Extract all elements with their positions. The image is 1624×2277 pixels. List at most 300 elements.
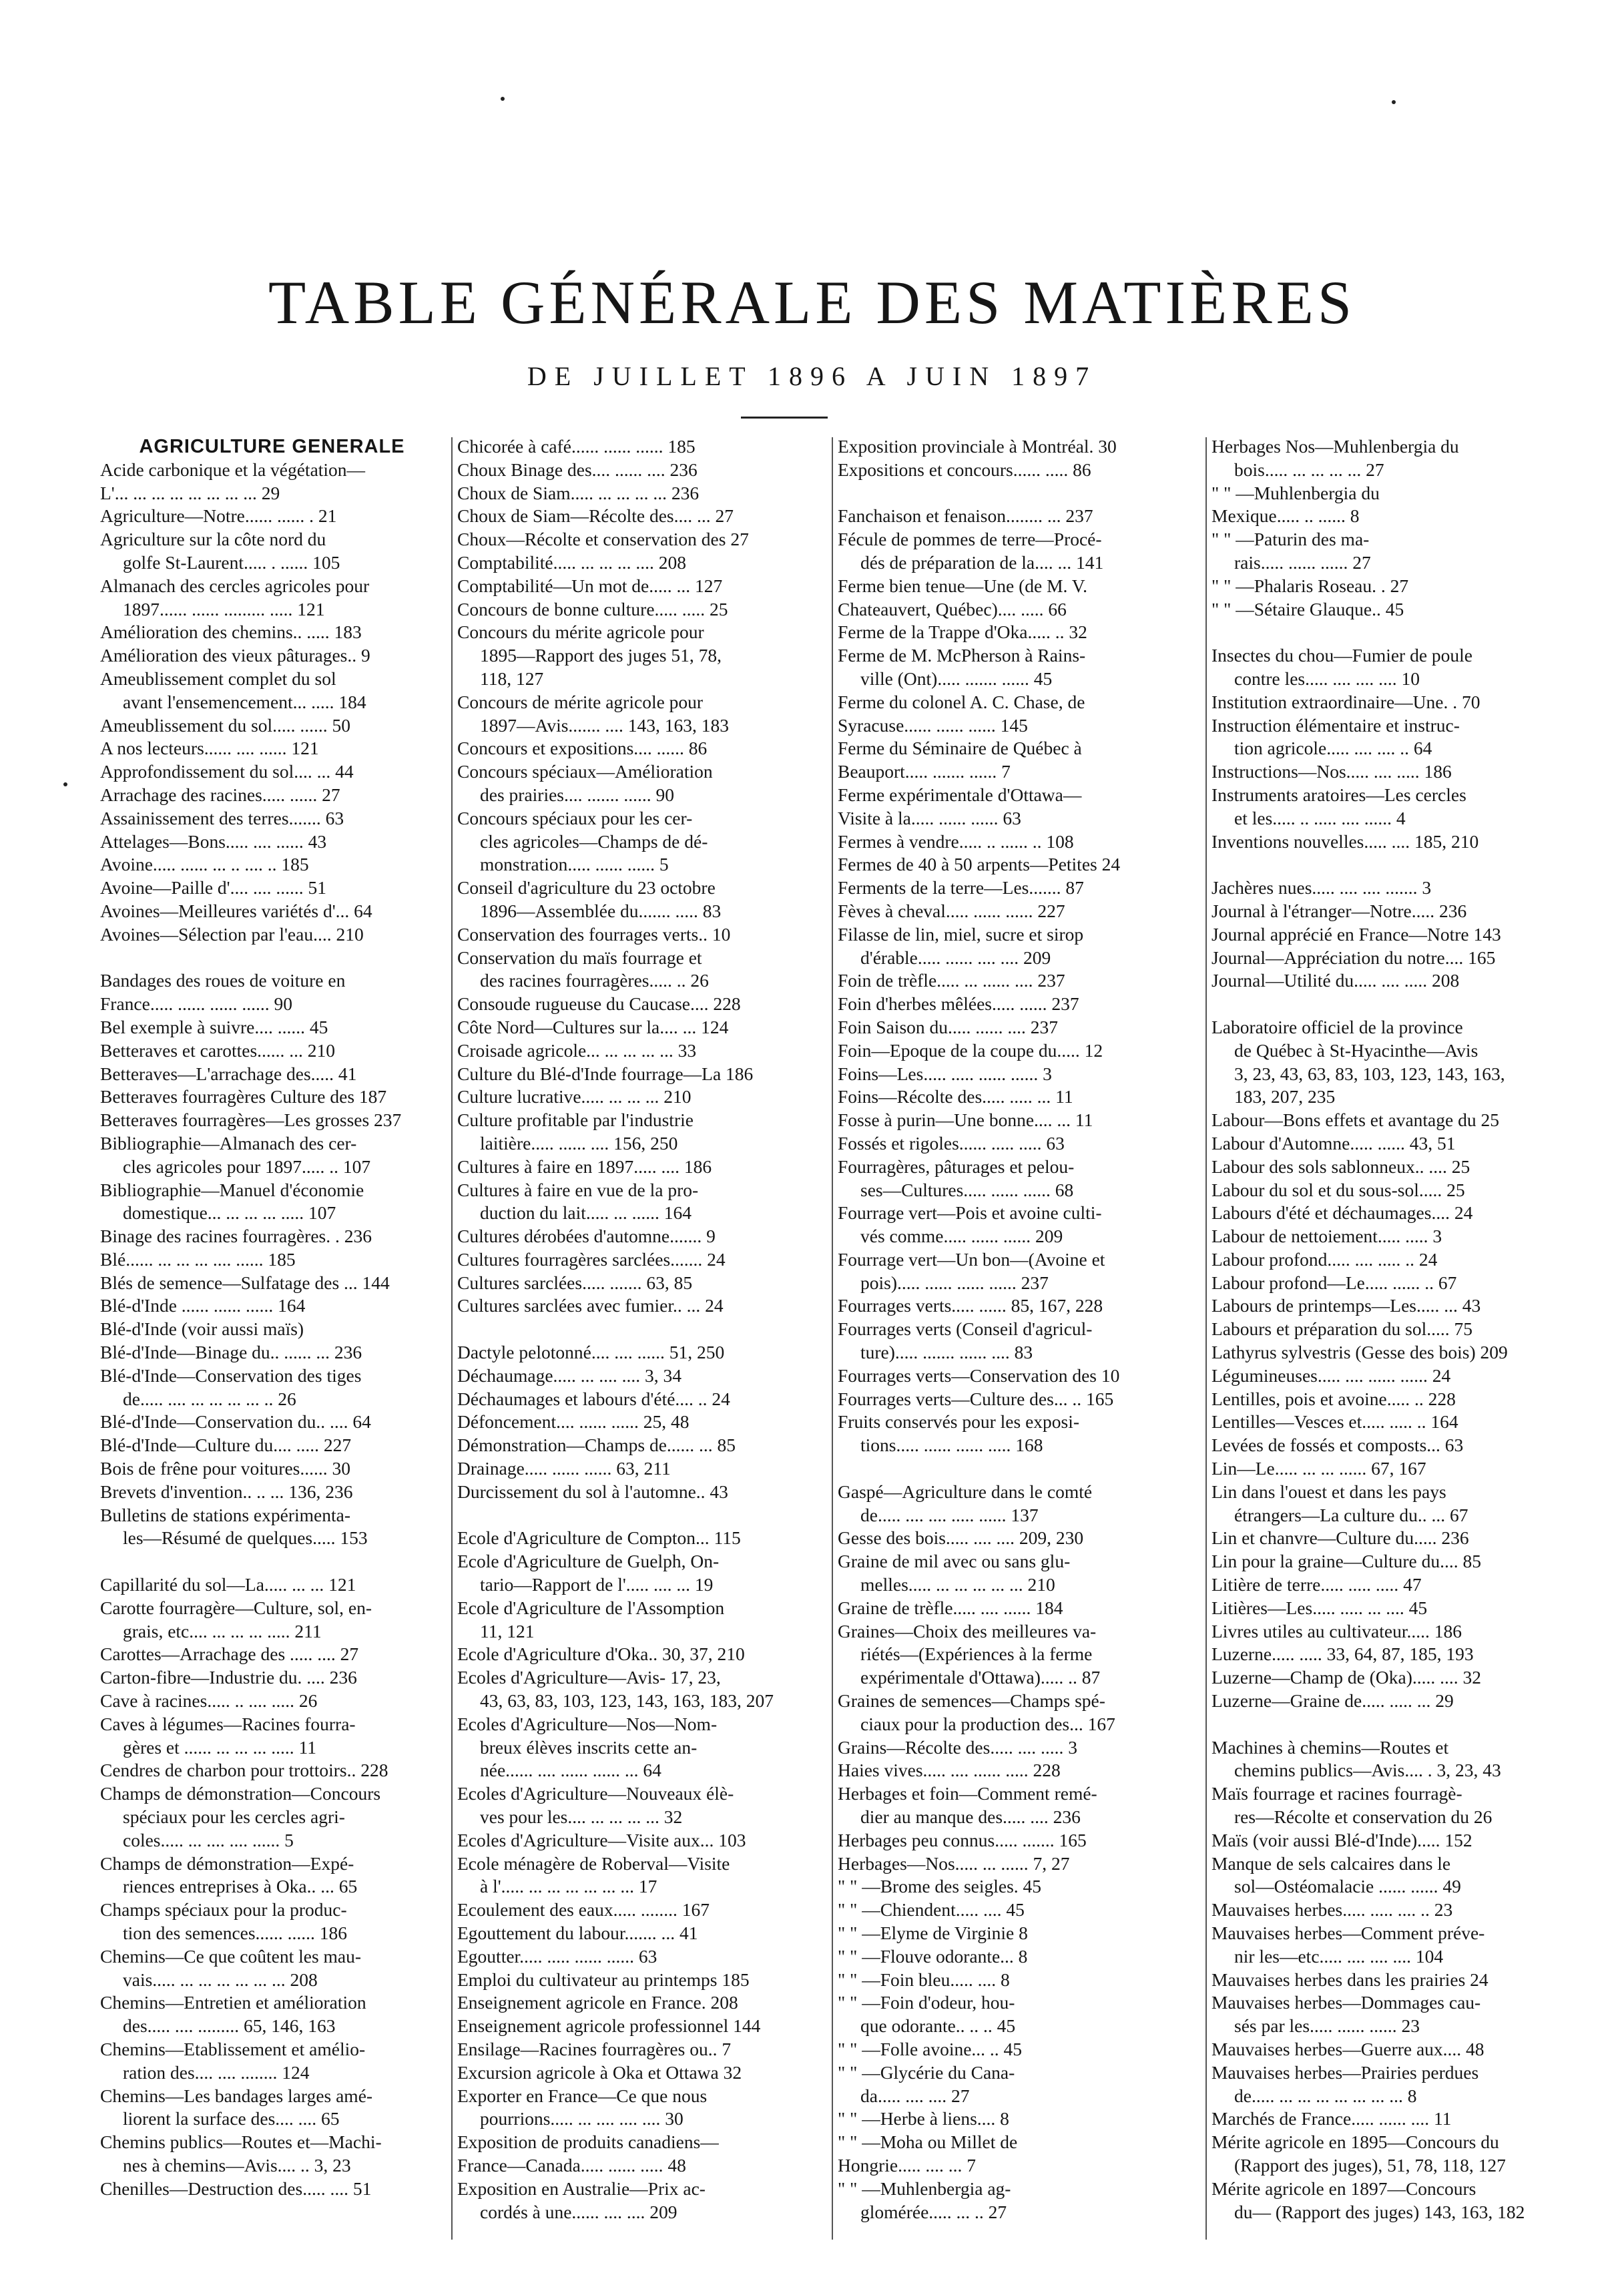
index-entry: née...... .... ...... ...... ... 64 [480,1760,661,1781]
index-entry: et les..... .. ..... .... ...... 4 [1234,807,1406,828]
index-entry: domestique... ... ... ... ..... 107 [123,1202,336,1224]
index-entry: Concours spéciaux pour les cer- [457,807,693,828]
index-entry: Instructions—Nos..... .... ..... 186 [1211,761,1452,782]
index-entry: " " —Brome des seigles. 45 [838,1876,1042,1897]
index-entry: Haies vives..... .... ...... ..... 228 [838,1760,1061,1781]
index-entry: " " —Foin bleu..... .... 8 [838,1969,1010,1990]
index-entry: Drainage..... ...... ...... 63, 211 [457,1458,671,1479]
index-entry: Egoutter..... ..... ...... ...... 63 [457,1945,657,1967]
index-entry: Ameublissement du sol..... ...... 50 [100,714,351,736]
index-entry: Cultures à faire en vue de la pro- [457,1179,699,1200]
index-entry: Carton-fibre—Industrie du. .... 236 [100,1667,357,1688]
index-entry: ses—Cultures..... ...... ...... 68 [860,1179,1074,1200]
index-entry: Blé-d'Inde (voir aussi maïs) [100,1318,304,1340]
index-entry: Ecoles d'Agriculture—Avis- 17, 23, [457,1667,721,1688]
index-entry: Betteraves fourragères Culture des 187 [100,1086,387,1107]
index-entry: Acide carbonique et la végétation— [100,459,366,480]
index-entry: Fourragères, pâturages et pelou- [838,1156,1075,1177]
index-entry: Foins—Les..... ..... ...... ...... 3 [838,1063,1052,1084]
index-entry: Démonstration—Champs de...... ... 85 [457,1435,736,1456]
page-title: TABLE GÉNÉRALE DES MATIÈRES [268,268,1356,336]
index-entry: Labour profond..... .... ..... .. 24 [1211,1248,1438,1270]
index-entry: Journal à l'étranger—Notre..... 236 [1211,900,1467,921]
index-entry: Mérite agricole en 1895—Concours du [1211,2131,1499,2153]
index-entry: breux élèves inscrits cette an- [480,1736,698,1758]
index-entry: Enseignement agricole en France. 208 [457,1992,738,2013]
index-column-3 [838,435,1201,2244]
index-entry: Instruction élémentaire et instruc- [1211,714,1460,736]
index-entry: Chicorée à café...... ...... ...... 185 [457,436,696,457]
index-entry: vais..... ... ... ... ... ... ... 208 [123,1969,318,1990]
index-entry: Mauvaises herbes—Prairies perdues [1211,2061,1479,2083]
index-entry: Chateauvert, Québec).... ..... 66 [838,598,1067,619]
index-entry: Fourrage vert—Un bon—(Avoine et [838,1248,1105,1270]
index-entry: Durcissement du sol à l'automne.. 43 [457,1481,728,1502]
index-entry: 43, 63, 83, 103, 123, 143, 163, 183, 207 [480,1690,774,1712]
index-entry: Exposition en Australie—Prix ac- [457,2178,706,2199]
column-divider [451,437,453,2240]
index-entry: Champs de démonstration—Concours [100,1783,381,1804]
index-entry: tario—Rapport de l'..... .... ... 19 [480,1574,714,1595]
index-entry: Luzerne—Graine de..... ..... ... 29 [1211,1690,1454,1712]
index-entry: Carotte fourragère—Culture, sol, en- [100,1597,372,1618]
print-speck [1392,100,1396,104]
index-entry: Journal—Appréciation du notre.... 165 [1211,947,1496,968]
index-entry: golfe St-Laurent..... . ...... 105 [123,551,340,573]
index-entry: Avoine—Paille d'.... .... ...... 51 [100,877,326,899]
index-entry: cordés à une...... .... .... 209 [480,2201,678,2222]
index-entry: Lin dans l'ouest et dans les pays [1211,1481,1446,1502]
index-entry: France..... ...... ...... ...... 90 [100,993,292,1015]
index-entry: sés par les..... ...... ...... 23 [1234,2015,1420,2037]
index-entry: Fermes à vendre..... .. ...... .. 108 [838,830,1074,852]
index-entry: Foin—Epoque de la coupe du..... 12 [838,1039,1103,1061]
index-entry: Cultures sarclées..... ....... 63, 85 [457,1272,693,1293]
index-entry: Betteraves et carottes...... ... 210 [100,1039,336,1061]
index-entry: des prairies.... ....... ...... 90 [480,784,674,805]
index-entry: Syracuse...... ...... ...... 145 [838,714,1028,736]
index-entry: Labour de nettoiement..... ..... 3 [1211,1226,1442,1247]
index-entry: Ecoles d'Agriculture—Visite aux... 103 [457,1829,746,1850]
index-entry: res—Récolte et conservation du 26 [1234,1806,1493,1828]
index-entry: Déchaumage..... ... .... .... 3, 34 [457,1364,682,1386]
index-entry: Bibliographie—Almanach des cer- [100,1132,357,1154]
index-entry: Cendres de charbon pour trottoirs.. 228 [100,1760,388,1781]
index-entry: Ferme du Séminaire de Québec à [838,738,1082,759]
index-entry: Mauvaises herbes—Guerre aux.... 48 [1211,2038,1484,2059]
section-gap [1211,621,1545,644]
index-entry: Herbages—Nos..... ... ...... 7, 27 [838,1852,1070,1874]
index-entry: d'érable..... ...... .... .... 209 [860,947,1051,968]
index-entry: Conservation du maïs fourrage et [457,947,702,968]
index-entry: de..... .... ... ... ... ... .. 26 [123,1388,296,1409]
index-entry: Hongrie..... .... ... 7 [838,2154,976,2176]
index-entry: cles agricoles—Champs de dé- [480,830,708,852]
index-entry: Labour des sols sablonneux.. .... 25 [1211,1156,1470,1177]
index-entry: Herbages peu connus..... ....... 165 [838,1829,1087,1850]
index-entry: Fèves à cheval..... ...... ...... 227 [838,900,1065,921]
index-entry: Comptabilité—Un mot de..... ... 127 [457,575,723,596]
index-entry: Lentilles—Vesces et..... ..... .. 164 [1211,1411,1458,1433]
index-entry: Graine de mil avec ou sans glu- [838,1551,1071,1572]
index-entry: sol—Ostéomalacie ...... ...... 49 [1234,1876,1461,1897]
index-entry: Arrachage des racines..... ...... 27 [100,784,340,805]
index-entry: Fourrages verts (Conseil d'agricul- [838,1318,1093,1340]
index-entry: Graines—Choix des meilleures va- [838,1620,1097,1641]
index-entry: Blés de semence—Sulfatage des ... 144 [100,1272,390,1293]
index-entry: " " —Muhlenbergia du [1211,482,1380,503]
index-entry: Fécule de pommes de terre—Procé- [838,529,1102,550]
index-entry: des..... .... ......... 65, 146, 163 [123,2015,336,2037]
index-entry: Ferme expérimentale d'Ottawa— [838,784,1082,805]
index-entry: Herbages Nos—Muhlenbergia du [1211,436,1459,457]
index-entry: Cultures dérobées d'automne....... 9 [457,1226,716,1247]
section-gap [1211,853,1545,876]
index-entry: Culture profitable par l'industrie [457,1109,694,1131]
column-divider [832,437,833,2240]
index-entry: Bibliographie—Manuel d'économie [100,1179,364,1200]
index-entry: Blé-d'Inde—Culture du.... ..... 227 [100,1435,352,1456]
index-column-4 [1211,435,1545,2244]
index-entry: Grains—Récolte des..... .... ..... 3 [838,1736,1077,1758]
index-entry: duction du lait..... ... ...... 164 [480,1202,692,1224]
index-entry: " " —Moha ou Millet de [838,2131,1018,2153]
section-gap [457,1318,824,1341]
index-entry: Insectes du chou—Fumier de poule [1211,645,1473,666]
index-entry: Lin—Le..... ... ... ...... 67, 167 [1211,1458,1426,1479]
index-entry: Concours et expositions.... ...... 86 [457,738,708,759]
index-entry: Laboratoire officiel de la province [1211,1016,1463,1037]
index-entry: Foin Saison du..... ...... .... 237 [838,1016,1059,1037]
index-entry: les—Résumé de quelques..... 153 [123,1527,368,1549]
index-entry: Concours de mérite agricole pour [457,691,704,712]
index-entry: Amélioration des vieux pâturages.. 9 [100,645,370,666]
index-entry: " " —Muhlenbergia ag- [838,2178,1011,2199]
index-entry: 1895—Rapport des juges 51, 78, [480,645,722,666]
section-gap [1211,993,1545,1016]
index-entry: Légumineuses..... .... ...... ...... 24 [1211,1364,1451,1386]
index-entry: A nos lecteurs...... .... ...... 121 [100,738,319,759]
index-entry: Avoines—Meilleures variétés d'... 64 [100,900,372,921]
index-entry: Bois de frêne pour voitures...... 30 [100,1458,350,1479]
index-entry: Ecoulement des eaux..... ........ 167 [457,1899,710,1921]
index-entry: Ferme bien tenue—Une (de M. V. [838,575,1087,596]
index-entry: Gesse des bois..... .... .... 209, 230 [838,1527,1084,1549]
index-entry: étrangers—La culture du.. ... 67 [1234,1504,1468,1525]
index-entry: Machines à chemins—Routes et [1211,1736,1449,1758]
index-entry: Conservation des fourrages verts.. 10 [457,923,731,945]
index-entry: Levées de fossés et composts... 63 [1211,1435,1464,1456]
index-entry: Blé...... ... ... ... .... ...... 185 [100,1248,296,1270]
index-entry: de..... ... ... ... ... ... ... ... 8 [1234,2085,1417,2106]
index-entry: Culture du Blé-d'Inde fourrage—La 186 [457,1063,754,1084]
index-entry: Côte Nord—Cultures sur la.... ... 124 [457,1016,729,1037]
index-entry: " " —Paturin des ma- [1211,529,1370,550]
index-entry: Labour profond—Le..... ...... .. 67 [1211,1272,1457,1293]
index-entry: vés comme..... ...... ...... 209 [860,1226,1063,1247]
index-entry: Egouttement du labour....... ... 41 [457,1923,698,1943]
index-entry: Concours de bonne culture..... ..... 25 [457,598,728,619]
index-entry: coles..... ... .... .... ...... 5 [123,1829,294,1850]
index-entry: 1896—Assemblée du....... ..... 83 [480,900,722,921]
index-entry: Chemins—Entretien et amélioration [100,1992,366,2013]
index-entry: " " —Flouve odorante... 8 [838,1945,1028,1967]
print-speck [63,782,67,786]
index-entry: Mexique..... .. ...... 8 [1211,505,1360,527]
index-entry: de Québec à St-Hyacinthe—Avis [1234,1039,1478,1061]
index-entry: Filasse de lin, miel, sucre et sirop [838,923,1084,945]
index-entry: Livres utiles au cultivateur..... 186 [1211,1620,1462,1641]
index-entry: Consoude rugueuse du Caucase.... 228 [457,993,741,1015]
index-entry: 118, 127 [480,668,544,689]
index-entry: Ecole d'Agriculture de Compton... 115 [457,1527,741,1549]
index-entry: Luzerne..... ..... 33, 64, 87, 185, 193 [1211,1643,1474,1665]
index-entry: Binage des racines fourragères. . 236 [100,1226,372,1247]
index-entry: da..... .... .... 27 [860,2085,970,2106]
index-entry: L'... ... ... ... ... ... ... ... 29 [100,482,280,503]
index-entry: Déchaumages et labours d'été.... .. 24 [457,1388,730,1409]
index-entry: Bandages des roues de voiture en [100,970,346,991]
index-entry: Mauvaises herbes..... ..... .... .. 23 [1211,1899,1453,1921]
index-entry: " " —Folle avoine... .. 45 [838,2038,1023,2059]
index-entry: laitière..... ...... .... 156, 250 [480,1132,678,1154]
index-entry: rais..... ...... ...... 27 [1234,551,1371,573]
index-entry: Approfondissement du sol.... ... 44 [100,761,354,782]
index-entry: Fossés et rigoles...... ..... ..... 63 [838,1132,1065,1154]
index-entry: Cultures fourragères sarclées....... 24 [457,1248,726,1270]
index-entry: Journal—Utilité du..... .... ..... 208 [1211,970,1460,991]
index-entry: Chemins—Les bandages larges amé- [100,2085,373,2106]
index-entry: Fermes de 40 à 50 arpents—Petites 24 [838,854,1121,875]
index-entry: Maïs (voir aussi Blé-d'Inde)..... 152 [1211,1829,1472,1850]
index-entry: Maïs fourrage et racines fourragè- [1211,1783,1462,1804]
index-entry: monstration..... ...... ...... 5 [480,854,669,875]
index-entry: Chemins—Ce que coûtent les mau- [100,1945,362,1967]
index-column-2 [457,435,824,2244]
index-entry: Concours du mérite agricole pour [457,621,704,643]
index-entry: Ferme du colonel A. C. Chase, de [838,691,1085,712]
index-entry: ville (Ont)..... ....... ...... 45 [860,668,1053,689]
index-entry: Ecoles d'Agriculture—Nos—Nom- [457,1713,718,1734]
index-entry: " " —Elyme de Virginie 8 [838,1923,1028,1943]
index-entry: chemins publics—Avis.... . 3, 23, 43 [1234,1760,1501,1781]
index-entry: Ecole d'Agriculture de Guelph, On- [457,1551,720,1572]
index-entry: Fourrage vert—Pois et avoine culti- [838,1202,1102,1224]
index-entry: dés de préparation de la.... ... 141 [860,551,1104,573]
index-entry: Almanach des cercles agricoles pour [100,575,370,596]
index-entry: " " —Chiendent..... .... 45 [838,1899,1025,1921]
index-entry: 1897...... ...... ......... ..... 121 [123,598,325,619]
index-entry: Inventions nouvelles..... .... 185, 210 [1211,830,1479,852]
index-entry: Visite à la..... ...... ...... 63 [838,807,1021,828]
index-entry: Ferments de la terre—Les....... 87 [838,877,1084,899]
index-entry: que odorante.. .. .. 45 [860,2015,1016,2037]
index-entry: Exporter en France—Ce que nous [457,2085,708,2106]
index-entry: Enseignement agricole professionnel 144 [457,2015,761,2037]
section-gap [838,1457,1201,1481]
index-entry: pourrions..... ... .... .... .... 30 [480,2108,684,2129]
index-column-1 [100,435,444,2244]
index-entry: Bulletins de stations expérimenta- [100,1504,350,1525]
index-entry: Exposition de produits canadiens— [457,2131,719,2153]
index-entry: Excursion agricole à Oka et Ottawa 32 [457,2061,742,2083]
index-entry: nes à chemins—Avis.... .. 3, 23 [123,2154,351,2176]
index-entry: Marchés de France..... ...... .... 11 [1211,2108,1452,2129]
index-entry: Emploi du cultivateur au printemps 185 [457,1969,750,1990]
index-entry: melles..... ... ... ... ... ... 210 [860,1574,1055,1595]
index-entry: riences entreprises à Oka.. ... 65 [123,1876,358,1897]
index-entry: Labours et préparation du sol..... 75 [1211,1318,1473,1340]
index-entry: Ferme de la Trappe d'Oka..... .. 32 [838,621,1087,643]
index-entry: Fosse à purin—Une bonne.... ... 11 [838,1109,1093,1131]
index-entry: riétés—(Expériences à la ferme [860,1643,1093,1665]
index-entry: grais, etc.... ... ... ... ..... 211 [123,1620,322,1641]
index-entry: Chemins—Etablissement et amélio- [100,2038,366,2059]
index-entry: expérimentale d'Ottawa)..... .. 87 [860,1667,1101,1688]
index-entry: 183, 207, 235 [1234,1086,1336,1107]
index-entry: Champs de démonstration—Expé- [100,1852,354,1874]
page-subtitle: DE JUILLET 1896 A JUIN 1897 [527,361,1097,391]
section-gap [1211,1713,1545,1736]
index-entry: Labour d'Automne..... ...... 43, 51 [1211,1132,1456,1154]
index-entry: Mauvaises herbes dans les prairies 24 [1211,1969,1488,1990]
index-entry: Gaspé—Agriculture dans le comté [838,1481,1093,1502]
index-entry: Champs spéciaux pour la produc- [100,1899,347,1921]
index-entry: du— (Rapport des juges) 143, 163, 182 [1234,2201,1525,2222]
index-entry: Labours d'été et déchaumages.... 24 [1211,1202,1473,1224]
index-entry: Foin d'herbes mêlées..... ...... 237 [838,993,1079,1015]
index-entry: Carottes—Arrachage des ..... .... 27 [100,1643,359,1665]
index-entry: Graines de semences—Champs spé- [838,1690,1105,1712]
index-entry: Agriculture sur la côte nord du [100,529,326,550]
index-entry: gères et ...... ... ... ... ..... 11 [123,1736,316,1758]
index-entry: Foins—Récolte des..... ..... ... 11 [838,1086,1073,1107]
index-entry: à l'..... ... ... ... ... ... ... 17 [480,1876,657,1897]
index-entry: Conseil d'agriculture du 23 octobre [457,877,716,899]
index-entry: tions..... ...... ...... ..... 168 [860,1435,1043,1456]
index-entry: contre les..... .... .... .... 10 [1234,668,1420,689]
index-entry: Beauport..... ....... ...... 7 [838,761,1011,782]
index-entry: Manque de sels calcaires dans le [1211,1852,1451,1874]
index-entries [100,459,444,2201]
index-entry: dier au manque des..... .... 236 [860,1806,1081,1828]
index-entry: Bel exemple à suivre.... ...... 45 [100,1016,328,1037]
index-entry: avant l'ensemencement... ..... 184 [123,691,366,712]
index-entry: ciaux pour la production des... 167 [860,1713,1115,1734]
index-entry: Expositions et concours...... ..... 86 [838,459,1091,480]
index-entry: (Rapport des juges), 51, 78, 118, 127 [1234,2154,1506,2176]
index-entry: Mauvaises herbes—Comment préve- [1211,1923,1485,1943]
index-entry: Choux—Récolte et conservation des 27 [457,529,749,550]
index-entry: Cultures sarclées avec fumier.. ... 24 [457,1295,724,1316]
index-entry: Ecole ménagère de Roberval—Visite [457,1852,730,1874]
index-entry: liorent la surface des.... .... 65 [123,2108,340,2129]
index-entry: Ecole d'Agriculture d'Oka.. 30, 37, 210 [457,1643,745,1665]
index-entry: Dactyle pelotonné.... .... ...... 51, 250 [457,1342,725,1363]
index-entry: Fourrages verts..... ...... 85, 167, 228 [838,1295,1103,1316]
index-entry: Blé-d'Inde—Conservation des tiges [100,1364,362,1386]
index-entry: Fourrages verts—Culture des... .. 165 [838,1388,1114,1409]
index-entries [1211,435,1545,2224]
index-entry: cles agricoles pour 1897..... .. 107 [123,1156,371,1177]
column-divider [1205,437,1207,2240]
index-entry: tion agricole..... .... .... .. 64 [1234,738,1432,759]
index-entry: Ameublissement complet du sol [100,668,336,689]
index-entry: Chenilles—Destruction des..... .... 51 [100,2178,372,2199]
index-entry: " " —Glycérie du Cana- [838,2061,1015,2083]
index-entry: Jachères nues..... .... .... ....... 3 [1211,877,1432,899]
section-gap [100,947,444,970]
index-entry: Litière de terre..... ..... ..... 47 [1211,1574,1422,1595]
index-entry: Herbages et foin—Comment remé- [838,1783,1097,1804]
index-entry: Blé-d'Inde—Conservation du.. .... 64 [100,1411,371,1433]
index-entry: spéciaux pour les cercles agri- [123,1806,345,1828]
index-entries [838,435,1201,2224]
index-entry: Blé-d'Inde—Binage du.. ...... ... 236 [100,1342,362,1363]
index-entry: France—Canada..... ...... ..... 48 [457,2154,686,2176]
index-entry: " " —Herbe à liens.... 8 [838,2108,1009,2129]
index-entry: " " —Foin d'odeur, hou- [838,1992,1015,2013]
index-entry: Attelages—Bons..... .... ...... 43 [100,830,327,852]
index-entry: Lin pour la graine—Culture du.... 85 [1211,1551,1482,1572]
index-entry: Lathyrus sylvestris (Gesse des bois) 209 [1211,1342,1508,1363]
index-entry: Avoines—Sélection par l'eau.... 210 [100,923,364,945]
index-entry: Brevets d'invention.. .. ... 136, 236 [100,1481,353,1502]
index-entry: nir les—etc..... .... .... .... 104 [1234,1945,1444,1967]
index-entry: Agriculture—Notre...... ...... . 21 [100,505,337,527]
index-entry: Fanchaison et fenaison........ ... 237 [838,505,1093,527]
index-entry: Fruits conservés pour les exposi- [838,1411,1080,1433]
index-entry: pois)..... ...... ...... ...... 237 [860,1272,1049,1293]
index-entry: 1897—Avis....... .... 143, 163, 183 [480,714,730,736]
index-entry: glomérée..... ... .. 27 [860,2201,1007,2222]
index-entry: Blé-d'Inde ...... ...... ...... 164 [100,1295,306,1316]
index-entry: de..... .... .... ..... ...... 137 [860,1504,1039,1525]
index-entry: " " —Sétaire Glauque.. 45 [1211,598,1404,619]
index-entry: Chemins publics—Routes et—Machi- [100,2131,382,2153]
index-entry: Cultures à faire en 1897..... .... 186 [457,1156,712,1177]
index-entry: 11, 121 [480,1620,535,1641]
index-entry: Mauvaises herbes—Dommages cau- [1211,1992,1481,2013]
index-entry: des racines fourragères..... .. 26 [480,970,709,991]
index-entry: Lentilles, pois et avoine..... .. 228 [1211,1388,1456,1409]
index-entry: Défoncement.... ...... ...... 25, 48 [457,1411,690,1433]
index-entry: Labours de printemps—Les..... ... 43 [1211,1295,1481,1316]
index-entry: Labour—Bons effets et avantage du 25 [1211,1109,1499,1131]
index-entry: Instruments aratoires—Les cercles [1211,784,1466,805]
index-entry: ture)..... ....... ...... .... 83 [860,1342,1033,1363]
index-entry: Concours spéciaux—Amélioration [457,761,713,782]
index-entry: Ferme de M. McPherson à Rains- [838,645,1086,666]
section-gap [457,1504,824,1527]
index-entry: Croisade agricole... ... ... ... ... 33 [457,1039,697,1061]
index-entry: Caves à légumes—Racines fourra- [100,1713,356,1734]
index-entry: Choux de Siam—Récolte des.... ... 27 [457,505,734,527]
index-entry: Culture lucrative..... ... ... ... 210 [457,1086,692,1107]
index-entry: Comptabilité..... ... ... ... .... 208 [457,551,686,573]
index-entry: Labour du sol et du sous-sol..... 25 [1211,1179,1465,1200]
index-entry: Capillarité du sol—La..... ... ... 121 [100,1574,356,1595]
index-entry: bois..... ... ... ... ... 27 [1234,459,1384,480]
index-entry: Avoine..... ...... ... .. .... .. 185 [100,854,309,875]
section-heading: AGRICULTURE GENERALE [139,436,405,457]
index-entry: Betteraves fourragères—Les grosses 237 [100,1109,402,1131]
index-entry: Fourrages verts—Conservation des 10 [838,1364,1120,1386]
index-entry: Choux de Siam..... ... ... ... ... 236 [457,482,700,503]
section-gap [838,482,1201,505]
title-divider [741,417,828,419]
index-entry: Ensilage—Racines fourragères ou.. 7 [457,2038,732,2059]
